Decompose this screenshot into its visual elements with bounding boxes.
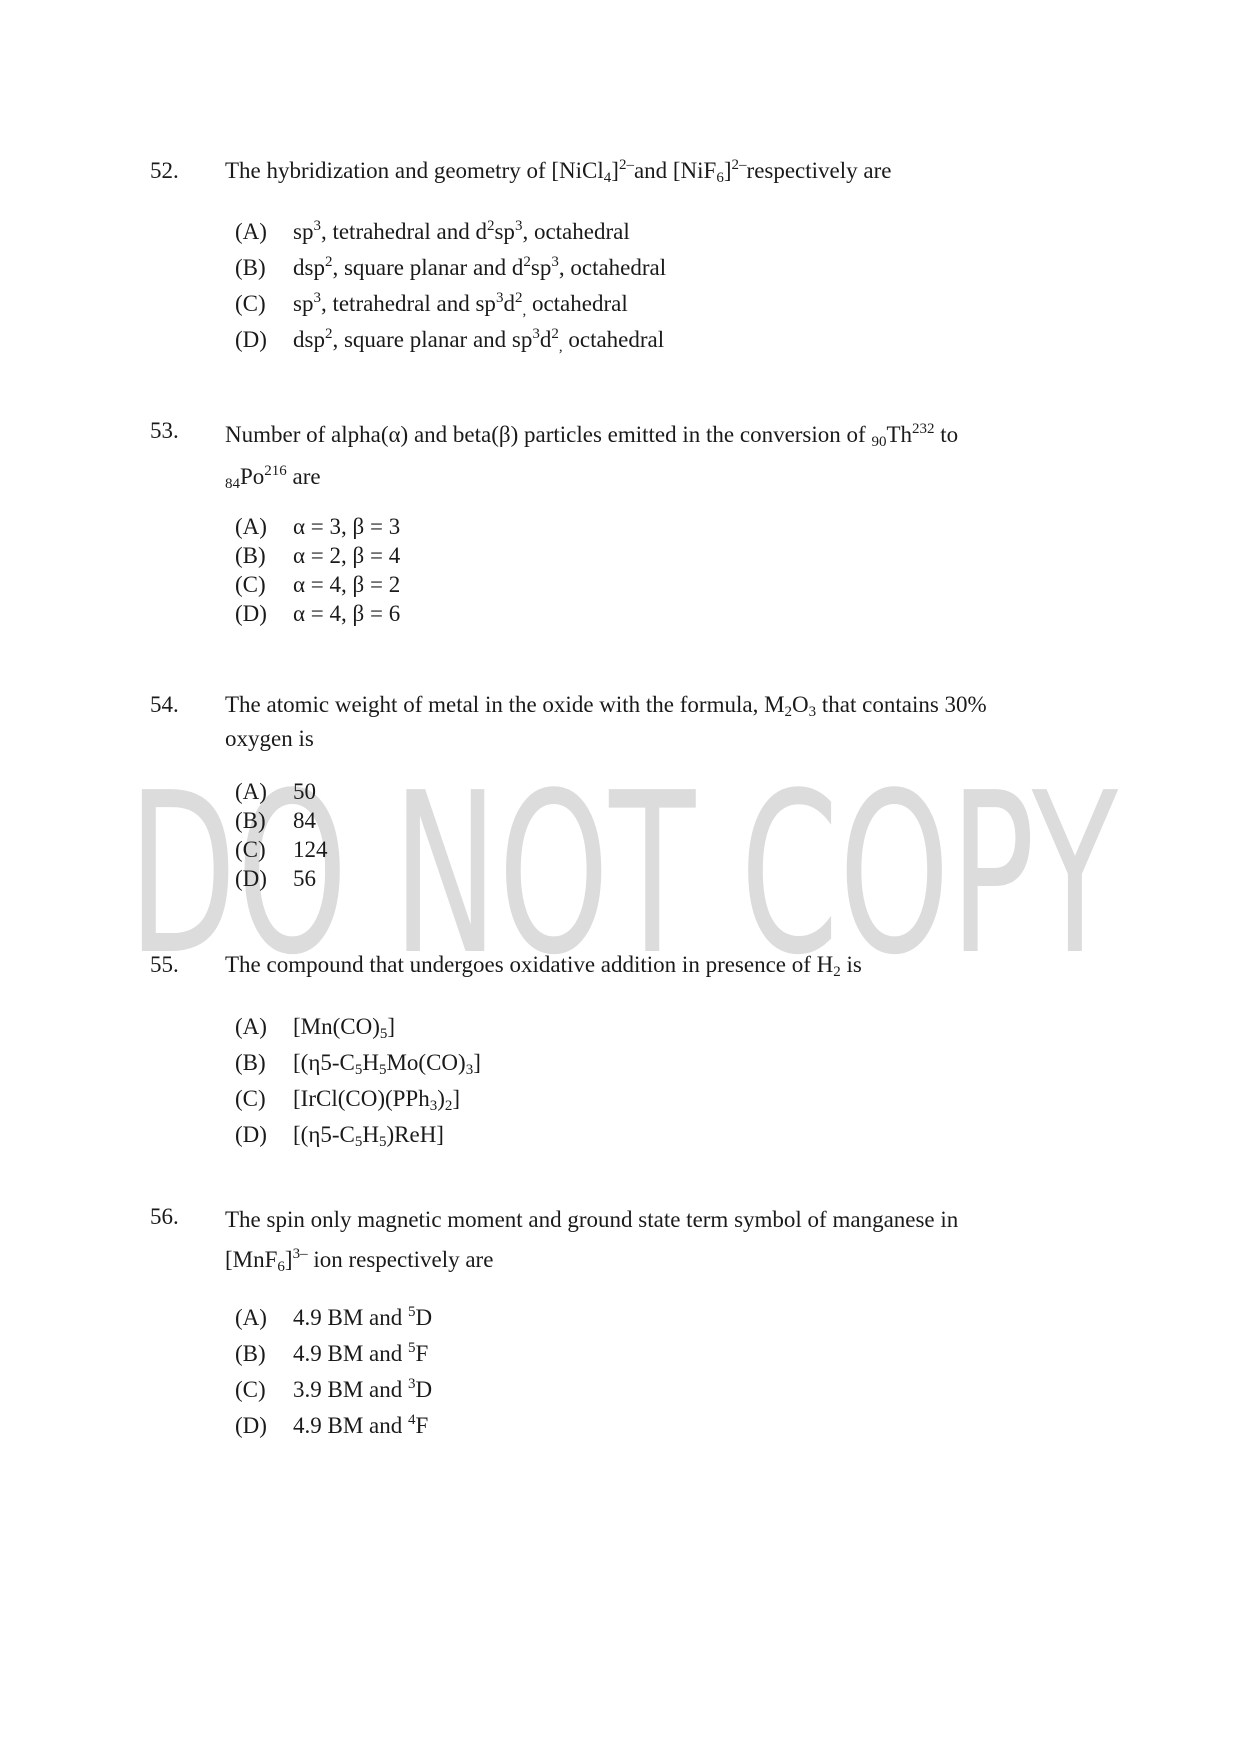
- question-number: 56.: [150, 1204, 179, 1229]
- question-text: The compound that undergoes oxidative addition in presence of $H_2$ is: [225, 952, 862, 980]
- option-text: α = 2, β = 4: [293, 543, 401, 568]
- option-text: dsp$^2$, square planar and $sp^3d^2_,$ octahedral: [293, 326, 665, 355]
- question-number: 52.: [150, 158, 179, 183]
- question-number: 53.: [150, 418, 179, 443]
- option-label: (D): [235, 1413, 267, 1438]
- option-text: $[IrCl(CO)(PPh_3)_2]$: [293, 1086, 461, 1114]
- option-label: (C): [235, 1086, 266, 1111]
- option-text: $sp^3$, tetrahedral and $d^2sp^3$, octahedral: [293, 218, 630, 244]
- option-label: (A): [235, 779, 267, 804]
- question-text: The atomic weight of metal in the oxide with the formula, $M_2O_3$ that contains 30% oxygen is: [225, 692, 987, 751]
- option-text: $sp^3$, tetrahedral and $sp^3d^2_,$ octahedral: [293, 290, 628, 319]
- option-label: (B): [235, 808, 266, 833]
- option-label: (A): [235, 219, 267, 244]
- option-label: (C): [235, 1377, 266, 1402]
- option-text: α = 3, β = 3: [293, 514, 401, 539]
- option-text: α = 4, β = 6: [293, 601, 401, 626]
- option-label: (C): [235, 291, 266, 316]
- option-label: (D): [235, 601, 267, 626]
- option-text: α = 4, β = 2: [293, 572, 401, 597]
- question-text: The spin only magnetic moment and ground state term symbol of manganese in $[MnF_6]^{3-}$ ion respectively are: [225, 1207, 959, 1275]
- option-label: (B): [235, 1341, 266, 1366]
- option-text: 4.9 BM and $^5$F: [293, 1340, 429, 1366]
- option-label: (D): [235, 866, 267, 891]
- question-number: 55.: [150, 952, 179, 977]
- watermark-text: DO NOT COPY: [128, 746, 1119, 1004]
- option-text: 124: [293, 837, 328, 862]
- option-label: (B): [235, 255, 266, 280]
- option-text: 4.9 BM and $^4$F: [293, 1412, 429, 1438]
- option-text: 4.9 BM and $^5$D: [293, 1304, 433, 1330]
- option-label: (B): [235, 543, 266, 568]
- option-text: 3.9 BM and $^3$D: [293, 1376, 433, 1402]
- watermark: [128, 746, 1119, 1004]
- option-text: $[Mn(CO)_5]$: [293, 1014, 396, 1042]
- option-text: [$(\eta 5-C_5H_5Mo(CO)_3]$: [293, 1050, 481, 1078]
- option-label: (C): [235, 837, 266, 862]
- option-text: 56: [293, 866, 316, 891]
- option-label: (D): [235, 1122, 267, 1147]
- option-text: dsp$^2$, square planar and $d^2sp^3$, octahedral: [293, 254, 667, 280]
- option-label: (A): [235, 1014, 267, 1039]
- option-label: (A): [235, 1305, 267, 1330]
- option-text: 50: [293, 779, 316, 804]
- option-label: (B): [235, 1050, 266, 1075]
- option-text: 84: [293, 808, 316, 833]
- option-label: (D): [235, 327, 267, 352]
- option-label: (C): [235, 572, 266, 597]
- option-label: (A): [235, 514, 267, 539]
- question-text: Number of alpha(α) and beta(β) particles emitted in the conversion of $_{90}Th^{232}$ to $_{84}Po^{216}$ are: [225, 421, 959, 492]
- option-text: $[(\eta 5-C_5H_5)ReH]$: [293, 1122, 444, 1150]
- question-number: 54.: [150, 692, 179, 717]
- question-text: The hybridization and geometry of [NiCl$_4$]$^{2-}$and $[NiF_6]^{2-}respectively$ are: [225, 157, 892, 186]
